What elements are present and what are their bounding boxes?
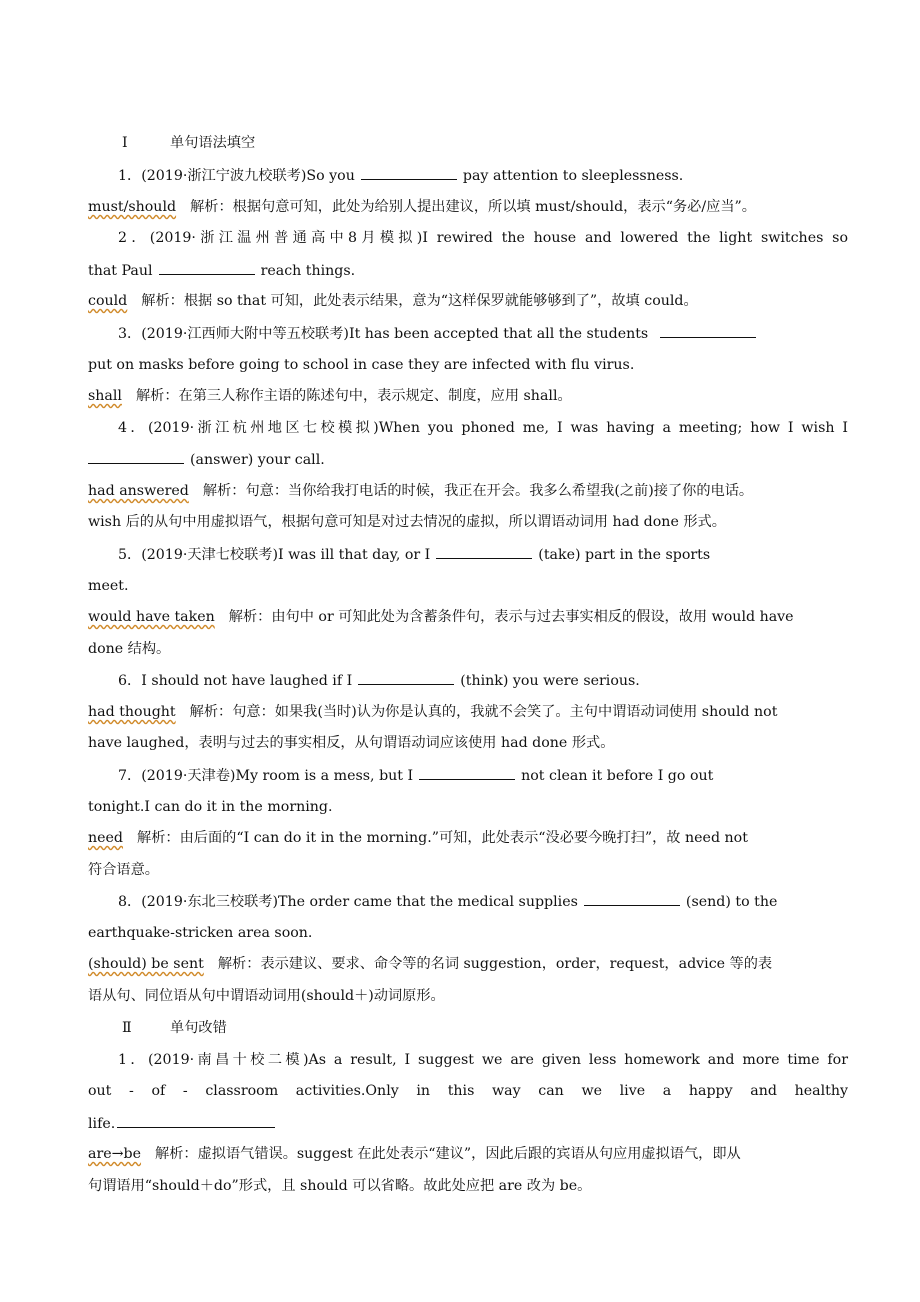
question-5: 5．(2019·天津七校联考)I was ill that day, or I (take) part in the sports — [118, 544, 848, 565]
answer-text: need — [88, 830, 124, 846]
analysis-6-line2: have laughed，表明与过去的事实相反，从句谓语动词应该使用 had done 形式。 — [88, 735, 615, 751]
answer-1 — [88, 197, 848, 217]
question-4: 4．(2019·浙江杭州地区七校模拟)When you phoned me, I was having a meeting; how I wish I — [118, 420, 848, 436]
answer-blank — [361, 165, 457, 180]
answer-blank — [88, 449, 184, 464]
analysis-text: 解析：在第三人称作主语的陈述句中，表示规定、制度，应用 shall。 — [135, 388, 572, 404]
answer-text: must/should — [88, 199, 177, 215]
question-5-line2: meet. — [88, 578, 129, 594]
question-3: 3．(2019·江西师大附中等五校联考)It has been accepted that all the students — [118, 323, 848, 344]
question-2: 2．(2019·浙江温州普通高中8月模拟)I rewired the house and lowered the light switches so — [118, 230, 848, 246]
analysis-text: 解析：根据 so that 可知，此处表示结果，意为“这样保罗就能够够到了”，故填 could。 — [141, 293, 698, 309]
answer-7 — [88, 828, 848, 848]
section-number: Ⅱ — [122, 1020, 132, 1036]
question-3-line2: put on masks before going to school in case they are infected with flu virus. — [88, 357, 635, 373]
answer-4 — [88, 481, 848, 501]
answer-5 — [88, 607, 848, 627]
answer-2 — [88, 291, 848, 311]
answer-blank — [117, 1113, 275, 1128]
answer-blank — [660, 323, 756, 338]
answer-text: could — [88, 293, 128, 309]
answer-blank — [159, 260, 255, 275]
answer-text: (should) be sent — [88, 956, 204, 972]
answer-blank — [584, 891, 680, 906]
section-title: 单句语法填空 — [170, 135, 256, 151]
analysis-text: 解析：表示建议、要求、命令等的名词 suggestion，order，request，advice 等的表 — [217, 956, 773, 972]
question-8-line2: earthquake-stricken area soon. — [88, 925, 313, 941]
analysis-text: 解析：根据句意可知，此处为给别人提出建议，所以填 must/should，表示“务必/应当”。 — [190, 199, 756, 215]
section-number: Ⅰ — [122, 135, 128, 151]
analysis-4-line2: wish 后的从句中用虚拟语气，根据句意可知是对过去情况的虚拟，所以谓语动词用 had done 形式。 — [88, 514, 726, 530]
answer-8 — [88, 954, 848, 974]
answer-3 — [88, 386, 848, 406]
analysis-text: 解析：句意：如果我(当时)认为你是认真的，我就不会笑了。主句中谓语动词使用 should not — [189, 704, 778, 720]
question-6: 6．I should not have laughed if I (think) you were serious. — [118, 670, 848, 691]
answer-blank — [419, 765, 515, 780]
question-7-line2: tonight.I can do it in the morning. — [88, 799, 333, 815]
answer-text: are→be — [88, 1146, 142, 1162]
question-8: 8．(2019·东北三校联考)The order came that the medical supplies (send) to the — [118, 891, 848, 912]
answer-text: shall — [88, 388, 122, 404]
question-1: 1．(2019·浙江宁波九校联考)So you pay attention to sleeplessness. — [118, 165, 848, 186]
section-heading — [122, 133, 882, 153]
section-heading — [122, 1018, 882, 1038]
analysis-8-line2: 语从句、同位语从句中谓语动词用(should＋)动词原形。 — [88, 988, 445, 1004]
error-answer-1 — [88, 1144, 848, 1164]
analysis-text: 解析：句意：当你给我打电话的时候，我正在开会。我多么希望我(之前)接了你的电话。 — [202, 483, 754, 499]
answer-blank — [436, 544, 532, 559]
error-question-1-line3: life. — [88, 1113, 848, 1134]
answer-text: had thought — [88, 704, 176, 720]
analysis-text: 解析：由后面的“I can do it in the morning.”可知，此处表示“没必要今晚打扫”，故 need not — [137, 830, 748, 846]
answer-text: had answered — [88, 483, 189, 499]
answer-blank — [358, 670, 454, 685]
error-question-1-line2: out - of - classroom activities.Only in this way can we live a happy and healthy — [88, 1083, 848, 1099]
answer-text: would have taken — [88, 609, 215, 625]
analysis-7-line2: 符合语意。 — [88, 862, 159, 878]
question-7: 7．(2019·天津卷)My room is a mess, but I not clean it before I go out — [118, 765, 848, 786]
analysis-text: 解析：虚拟语气错误。suggest 在此处表示“建议”，因此后跟的宾语从句应用虚拟语气，即从 — [155, 1146, 741, 1162]
question-4-line2: (answer) your call. — [88, 449, 848, 470]
analysis-5-line2: done 结构。 — [88, 641, 171, 657]
error-analysis-1-line2: 句谓语用“should＋do”形式，且 should 可以省略。故此处应把 are 改为 be。 — [88, 1178, 592, 1194]
answer-6 — [88, 702, 848, 722]
error-question-1: 1．(2019·南昌十校二模)As a result, I suggest we are given less homework and more time for — [118, 1052, 848, 1068]
analysis-text: 解析：由句中 or 可知此处为含蓄条件句，表示与过去事实相反的假设，故用 would have — [228, 609, 794, 625]
question-2-line2: that Paul reach things. — [88, 260, 848, 281]
section-title: 单句改错 — [170, 1020, 227, 1036]
